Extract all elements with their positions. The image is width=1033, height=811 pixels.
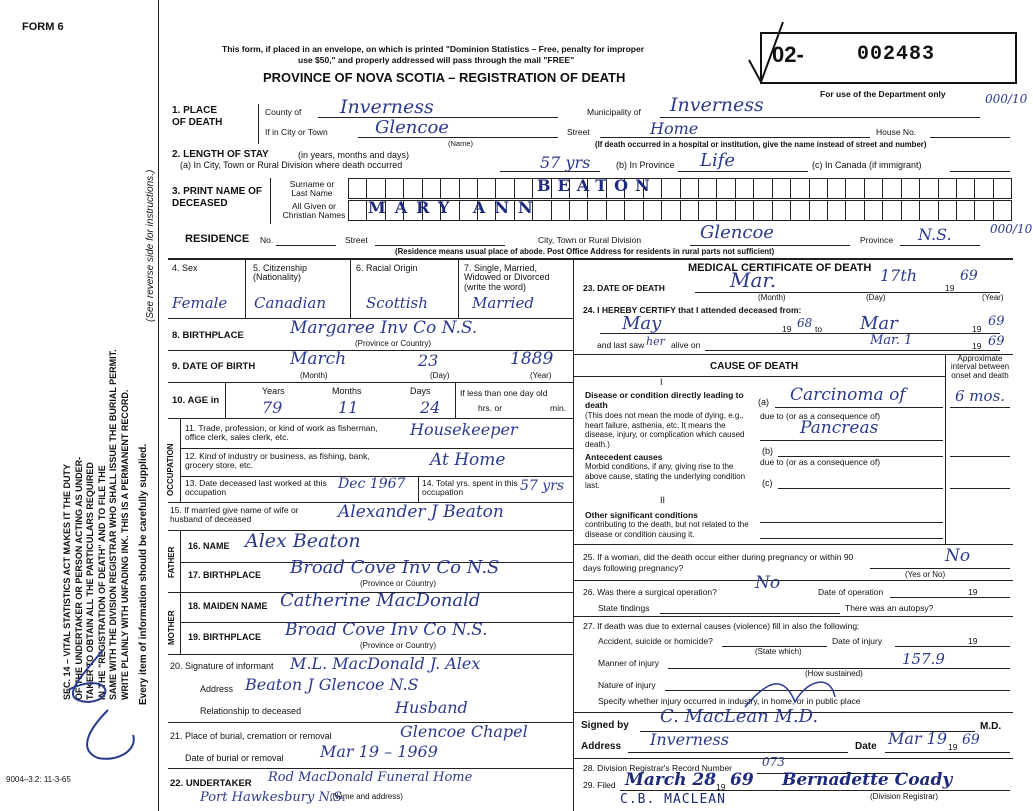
father-birthplace-caption: (Province or Country) bbox=[360, 579, 437, 588]
pregnancy-yes-no-caption: (Yes or No) bbox=[905, 570, 946, 579]
attended-to: Mar bbox=[860, 313, 898, 334]
county-label: County of bbox=[265, 107, 302, 117]
birthplace-value: Margaree Inv Co N.S. bbox=[290, 318, 478, 338]
last-worked-value: Dec 1967 bbox=[338, 476, 406, 492]
antecedent-note: Morbid conditions, if any, giving rise to the above cause, stating the underlying condition last. bbox=[585, 462, 746, 490]
dod-year: 69 bbox=[960, 268, 978, 284]
age-years-value: 79 bbox=[262, 398, 283, 417]
cause-c-label: (c) bbox=[762, 478, 773, 488]
dod-month-caption: (Month) bbox=[758, 293, 786, 302]
sex-label: 4. Sex bbox=[172, 263, 198, 273]
city-label: If in City or Town bbox=[265, 127, 328, 137]
side-divider bbox=[158, 0, 159, 811]
manner-label: Manner of injury bbox=[598, 658, 659, 668]
side-notice-line: OF THE UNDERTAKER OR PERSON ACTING AS UNDER- bbox=[73, 456, 84, 700]
registration-number: 002483 bbox=[857, 43, 936, 66]
due-to-2: due to (or as a consequence of) bbox=[760, 457, 881, 467]
certify-label: 24. I HEREBY CERTIFY that I attended deceased from: bbox=[583, 305, 802, 315]
stay-city-value: 57 yrs bbox=[540, 153, 591, 172]
alive-on-value: Mar. 1 bbox=[870, 333, 913, 348]
cert-date-value: Mar 19 bbox=[888, 729, 948, 748]
cert-date-line bbox=[885, 752, 1010, 753]
length-of-stay-label: 2. LENGTH OF STAY bbox=[172, 149, 269, 160]
maiden-name-label: 18. MAIDEN NAME bbox=[188, 601, 268, 611]
manner-mark: 157.9 bbox=[902, 650, 945, 668]
direct-cause-label: Disease or condition directly leading to death bbox=[585, 390, 744, 410]
dob-year: 1889 bbox=[510, 349, 554, 369]
filed-year-prefix: 19 bbox=[716, 782, 726, 792]
grid-top-rule bbox=[168, 258, 1013, 260]
side-notice-line: SAME WITH THE DIVISION REGISTRAR WHO SHALL ISSUE THE BURIAL PERMIT. bbox=[108, 349, 118, 700]
total-years-value: 57 yrs bbox=[520, 478, 565, 494]
informant-signature: M.L. MacDonald J. Alex bbox=[290, 654, 481, 673]
residence-street-line bbox=[375, 245, 505, 246]
city-value: Glencoe bbox=[375, 117, 449, 138]
grid-v bbox=[180, 530, 181, 654]
trade-value: Housekeeper bbox=[410, 420, 518, 439]
filed-registrar-signature: Bernadette Coady bbox=[782, 770, 953, 790]
row-26-rule bbox=[573, 616, 1013, 617]
external-causes-label: 27. If death was due to external causes (violence) fill in also the following: bbox=[583, 621, 860, 631]
registrar-stamp: C.B. MACLEAN bbox=[620, 792, 726, 807]
side-signature-scribble bbox=[48, 640, 143, 770]
s1-bracket bbox=[258, 104, 259, 144]
grid-v bbox=[245, 258, 246, 318]
operation-date-line bbox=[890, 597, 1010, 598]
racial-origin-value: Scottish bbox=[366, 294, 428, 312]
name-bracket bbox=[270, 178, 271, 224]
medical-cert-title: MEDICAL CERTIFICATE OF DEATH bbox=[688, 262, 872, 274]
stay-province-label: (b) In Province bbox=[616, 160, 675, 170]
dod-year-prefix: 19 bbox=[945, 283, 955, 293]
name-caption: (Name) bbox=[448, 139, 474, 148]
physician-address-value: Inverness bbox=[650, 730, 729, 749]
grid-h bbox=[168, 418, 573, 419]
min-label: min. bbox=[550, 403, 567, 413]
father-birthplace-value: Broad Cove Inv Co N.S bbox=[290, 557, 500, 578]
attended-from-year: 68 bbox=[797, 316, 813, 330]
state-which-caption: (State which) bbox=[755, 647, 802, 656]
grid-v bbox=[458, 258, 459, 318]
alive-line bbox=[705, 350, 1000, 351]
injury-year-prefix: 19 bbox=[968, 636, 978, 646]
alive-on-label: alive on bbox=[671, 340, 701, 350]
age-days-label: Days bbox=[410, 386, 431, 396]
cause-a-value-2: Pancreas bbox=[800, 418, 879, 438]
dob-year-caption: (Year) bbox=[530, 371, 552, 380]
residence-province-value: N.S. bbox=[918, 225, 952, 244]
dept-use-label: For use of the Department only bbox=[820, 89, 946, 99]
birthplace-label: 8. BIRTHPLACE bbox=[172, 330, 244, 341]
cert-date-label: Date bbox=[855, 741, 877, 752]
registrar-number-label: 28. Division Registrar's Record Number bbox=[583, 763, 733, 773]
division-registrar-caption: (Division Registrar) bbox=[870, 792, 939, 801]
how-sustained-caption: (How sustained) bbox=[805, 669, 863, 678]
row-25-rule bbox=[573, 580, 1013, 581]
surname-label: Surname or Last Name bbox=[289, 179, 335, 198]
side-notice-line: TAKER TO OBTAIN ALL THE PARTICULARS REQUIRED bbox=[85, 462, 95, 700]
pregnancy-value: No bbox=[945, 546, 971, 566]
street-value: Home bbox=[650, 119, 699, 138]
cause-header-line bbox=[573, 376, 945, 377]
attended-from: May bbox=[622, 313, 662, 334]
attended-to-label: to bbox=[815, 324, 823, 334]
filed-label: 29. Filed bbox=[583, 780, 616, 790]
form-title: PROVINCE OF NOVA SCOTIA – REGISTRATION OF DEATH bbox=[263, 70, 626, 85]
grid-h bbox=[168, 530, 573, 531]
roman-2: II bbox=[660, 495, 666, 505]
informant-address-value: Beaton J Glencoe N.S bbox=[245, 675, 419, 694]
hospital-note: (If death occurred in a hospital or institution, give the name instead of street and number) bbox=[595, 140, 927, 149]
racial-origin-label: 6. Racial Origin bbox=[356, 263, 418, 273]
father-birthplace-label: 17. BIRTHPLACE bbox=[188, 570, 262, 580]
side-notice-line: SEC. 14 – VITAL STATISTICS ACT MAKES IT THE DUTY bbox=[62, 463, 72, 700]
stay-province-line bbox=[678, 171, 808, 172]
age-years-label: Years bbox=[262, 386, 285, 396]
cause-c-line bbox=[778, 488, 943, 489]
grid-v bbox=[350, 258, 351, 318]
residence-no-line bbox=[276, 245, 336, 246]
residence-province-line bbox=[900, 245, 980, 246]
burial-date-value: Mar 19 – 1969 bbox=[320, 742, 438, 761]
alive-year-prefix: 19 bbox=[972, 341, 982, 351]
informant-address-label: Address bbox=[200, 684, 234, 694]
roman-1: I bbox=[660, 377, 663, 387]
registrar-number-value: 073 bbox=[762, 755, 785, 769]
physician-address-line bbox=[628, 752, 848, 753]
residence-mark: 000/10 bbox=[990, 222, 1033, 236]
side-notice-line: WRITE PLAINLY WITH UNFADING INK. THIS IS A PERMANENT RECORD. bbox=[119, 389, 130, 700]
side-reverse-note: (See reverse side for instructions.) bbox=[145, 169, 156, 322]
spouse-label: 15. If married give name of wife or husband of deceased bbox=[170, 505, 299, 524]
attended-from-year-prefix: 19 bbox=[782, 324, 792, 334]
dod-day: 17th bbox=[880, 266, 918, 285]
filed-line bbox=[620, 790, 1010, 791]
length-of-stay-sublabel: (in years, months and days) bbox=[298, 150, 410, 160]
last-saw-her: her bbox=[646, 335, 665, 348]
surname-value: BEATON bbox=[537, 176, 657, 195]
filed-date-value: March 28 bbox=[625, 770, 717, 790]
age-days-value: 24 bbox=[420, 398, 441, 417]
due-to-1: due to (or as a consequence of) bbox=[760, 411, 881, 421]
total-years-label: 14. Total yrs. spent in this occupation bbox=[422, 478, 518, 497]
attended-to-year: 69 bbox=[988, 314, 1005, 329]
other-conditions-note: contributing to the death, but not related to the disease or condition causing it. bbox=[585, 520, 749, 539]
autopsy-label: There was an autopsy? bbox=[845, 603, 934, 613]
dob-day-caption: (Day) bbox=[430, 371, 450, 380]
grid-v bbox=[180, 418, 181, 502]
residence-label: RESIDENCE bbox=[185, 233, 250, 245]
findings-line bbox=[660, 613, 840, 614]
grid-h bbox=[168, 768, 573, 769]
grid-center-divider bbox=[573, 258, 574, 811]
physician-address-label: Address bbox=[581, 741, 622, 752]
burial-place-label: 21. Place of burial, cremation or removal bbox=[170, 731, 332, 741]
dod-month: Mar. bbox=[730, 268, 777, 292]
grid-v bbox=[225, 382, 226, 418]
registration-prefix: 02- bbox=[772, 42, 804, 67]
mother-birthplace-caption: (Province or Country) bbox=[360, 641, 437, 650]
grid-v bbox=[455, 382, 456, 418]
industry-label: 12. Kind of industry or business, as fishing, bank, grocery store, etc. bbox=[185, 451, 370, 470]
row-sign-rule bbox=[573, 758, 1013, 759]
operation-date-label: Date of operation bbox=[818, 587, 884, 597]
given-names-label: All Given or Christian Names bbox=[282, 201, 346, 220]
father-side-label: FATHER bbox=[167, 546, 176, 578]
age-label: 10. AGE in bbox=[172, 395, 220, 406]
father-name-label: 16. NAME bbox=[188, 541, 230, 551]
occupation-side-label: OCCUPATION bbox=[166, 443, 175, 496]
citizenship-label: 5. Citizenship (Nationality) bbox=[253, 263, 308, 283]
check-mark-icon bbox=[745, 20, 785, 90]
stay-canada-line bbox=[950, 171, 1010, 172]
surgery-value: No bbox=[755, 573, 781, 593]
residence-city-label: City, Town or Rural Division bbox=[538, 235, 642, 245]
grid-h bbox=[180, 448, 573, 449]
nature-label: Nature of injury bbox=[598, 680, 656, 690]
cause-a-interval: 6 mos. bbox=[955, 387, 1006, 405]
specify-label: Specify whether injury occurred in industry, in home, or in public place bbox=[598, 696, 861, 706]
surname-boxes bbox=[348, 178, 1012, 199]
mail-note-2: use $50," and properly addressed will pass through the mail "FREE" bbox=[298, 55, 575, 65]
side-footer: Every item of information should be carefully supplied. bbox=[138, 443, 149, 705]
house-label: House No. bbox=[876, 127, 917, 137]
state-findings-label: State findings bbox=[598, 603, 650, 613]
residence-note: (Residence means usual place of abode. Post Office Address for residents in rural parts not sufficient) bbox=[395, 247, 775, 256]
stay-province-value: Life bbox=[700, 150, 736, 171]
date-of-death-label: 23. DATE OF DEATH bbox=[583, 283, 665, 293]
cause-a2-line bbox=[760, 440, 943, 441]
cause-a-value: Carcinoma of bbox=[790, 385, 906, 405]
undertaker-address-value: Port Hawkesbury N.S. bbox=[200, 790, 346, 805]
father-name-value: Alex Beaton bbox=[245, 530, 361, 552]
registration-number-box bbox=[760, 32, 1017, 84]
relationship-value: Husband bbox=[395, 698, 468, 717]
filed-year: 69 bbox=[730, 770, 754, 790]
signed-by-label: Signed by bbox=[581, 720, 629, 731]
street-label: Street bbox=[567, 127, 590, 137]
residence-city-line bbox=[690, 245, 850, 246]
last-saw-label: and last saw bbox=[597, 340, 645, 350]
residence-street-label: Street bbox=[345, 235, 368, 245]
mother-side-label: MOTHER bbox=[167, 610, 176, 645]
operation-year-prefix: 19 bbox=[968, 587, 978, 597]
pregnancy-label: 25. If a woman, did the death occur either during pregnancy or within 90 days following pregnancy? bbox=[583, 552, 854, 573]
undertaker-caption: (Name and address) bbox=[330, 792, 403, 801]
stay-city-label: (a) In City, Town or Rural Division where death occurred bbox=[180, 160, 403, 170]
residence-province-label: Province bbox=[860, 235, 894, 245]
dob-month: March bbox=[290, 349, 347, 369]
hrs-label: hrs. or bbox=[478, 403, 503, 413]
pregnancy-line bbox=[870, 568, 1010, 569]
cause-b-label: (b) bbox=[762, 446, 773, 456]
municipality-value: Inverness bbox=[670, 94, 764, 116]
dept-mark: 000/10 bbox=[985, 92, 1028, 106]
accident-label: Accident, suicide or homicide? bbox=[598, 636, 713, 646]
mother-birthplace-label: 19. BIRTHPLACE bbox=[188, 632, 262, 642]
interval-label: Approximate interval between onset and death bbox=[950, 354, 1010, 380]
form-code: 9004–3.2: 11-3-65 bbox=[6, 775, 71, 784]
spouse-value: Alexander J Beaton bbox=[338, 502, 504, 522]
mother-birthplace-value: Broad Cove Inv Co N.S. bbox=[285, 620, 488, 640]
given-names-value: MARY ANN bbox=[368, 198, 542, 217]
cause-top-line bbox=[573, 354, 1013, 355]
burial-place-value: Glencoe Chapel bbox=[400, 722, 528, 741]
other-line-2 bbox=[760, 538, 943, 539]
grid-v bbox=[418, 476, 419, 502]
less-than-day-label: If less than one day old bbox=[460, 388, 548, 398]
sex-value: Female bbox=[172, 294, 228, 312]
cause-a-line bbox=[775, 407, 943, 408]
industry-value: At Home bbox=[430, 450, 506, 470]
undertaker-label: 22. UNDERTAKER bbox=[170, 778, 252, 789]
cert-year: 69 bbox=[962, 732, 980, 748]
age-months-value: 11 bbox=[338, 398, 359, 417]
residence-city-value: Glencoe bbox=[700, 222, 774, 243]
injury-date-line bbox=[895, 646, 1010, 647]
grid-h bbox=[168, 382, 573, 383]
cause-bottom-line bbox=[573, 544, 1013, 545]
dob-label: 9. DATE OF BIRTH bbox=[172, 361, 256, 372]
undertaker-value: Rod MacDonald Funeral Home bbox=[268, 770, 473, 785]
alive-year: 69 bbox=[988, 334, 1005, 349]
stay-canada-label: (c) In Canada (if immigrant) bbox=[812, 160, 922, 170]
md-label: M.D. bbox=[980, 721, 1002, 732]
interval-c-line bbox=[950, 488, 1010, 489]
interval-a-line bbox=[950, 407, 1010, 408]
other-line-1 bbox=[760, 522, 943, 523]
attended-to-year-prefix: 19 bbox=[972, 324, 982, 334]
dob-day: 23 bbox=[418, 351, 439, 370]
dob-month-caption: (Month) bbox=[300, 371, 328, 380]
street-line bbox=[600, 137, 870, 138]
antecedent-label: Antecedent causes bbox=[585, 452, 663, 462]
other-conditions-label: Other significant conditions bbox=[585, 510, 698, 520]
dod-day-caption: (Day) bbox=[866, 293, 886, 302]
cert-year-prefix: 19 bbox=[948, 742, 958, 752]
interval-divider bbox=[945, 354, 946, 544]
birthplace-caption: (Province or Country) bbox=[355, 339, 432, 348]
dod-year-caption: (Year) bbox=[982, 293, 1004, 302]
municipality-label: Municipality of bbox=[587, 107, 641, 117]
residence-no-label: No. bbox=[260, 235, 274, 245]
signed-by-value: C. MacLean M.D. bbox=[660, 706, 819, 727]
surgery-label: 26. Was there a surgical operation? bbox=[583, 587, 717, 597]
relationship-label: Relationship to deceased bbox=[200, 706, 302, 716]
municipality-line bbox=[660, 117, 980, 118]
cause-title: CAUSE OF DEATH bbox=[710, 361, 799, 372]
county-value: Inverness bbox=[340, 96, 434, 118]
citizenship-value: Canadian bbox=[254, 294, 327, 312]
last-worked-label: 13. Date deceased last worked at this occupation bbox=[185, 478, 327, 497]
injury-date-label: Date of injury bbox=[832, 636, 883, 646]
house-line bbox=[930, 137, 1010, 138]
age-months-label: Months bbox=[332, 386, 362, 396]
marital-status-value: Married bbox=[472, 294, 534, 312]
form-number: FORM 6 bbox=[22, 21, 64, 33]
trade-label: 11. Trade, profession, or kind of work as fisherman, office clerk, sales clerk, etc. bbox=[185, 423, 378, 442]
informant-label: 20. Signature of informant bbox=[170, 661, 274, 671]
marital-status-label: 7. Single, Married, Widowed or Divorced (write the word) bbox=[464, 263, 550, 292]
cause-a-label: (a) bbox=[758, 397, 769, 407]
side-notice-line: IN THE "REGISTRATION OF DEATH" AND TO FILE THE bbox=[96, 465, 107, 700]
maiden-name-value: Catherine MacDonald bbox=[280, 590, 481, 611]
place-of-death-label: 1. PLACE OF DEATH bbox=[172, 105, 223, 128]
direct-cause-note: (This does not mean the mode of dying, e.g., heart failure, asthenia, etc. It means the disease, injury, or complication which caused death.) bbox=[585, 411, 745, 449]
name-of-deceased-label: 3. PRINT NAME OF DECEASED bbox=[172, 186, 263, 209]
interval-b-line bbox=[950, 456, 1010, 457]
burial-date-label: Date of burial or removal bbox=[185, 753, 284, 763]
mail-note-1: This form, if placed in an envelope, on which is printed "Dominion Statistics – Free, penalty for improper bbox=[222, 44, 645, 54]
